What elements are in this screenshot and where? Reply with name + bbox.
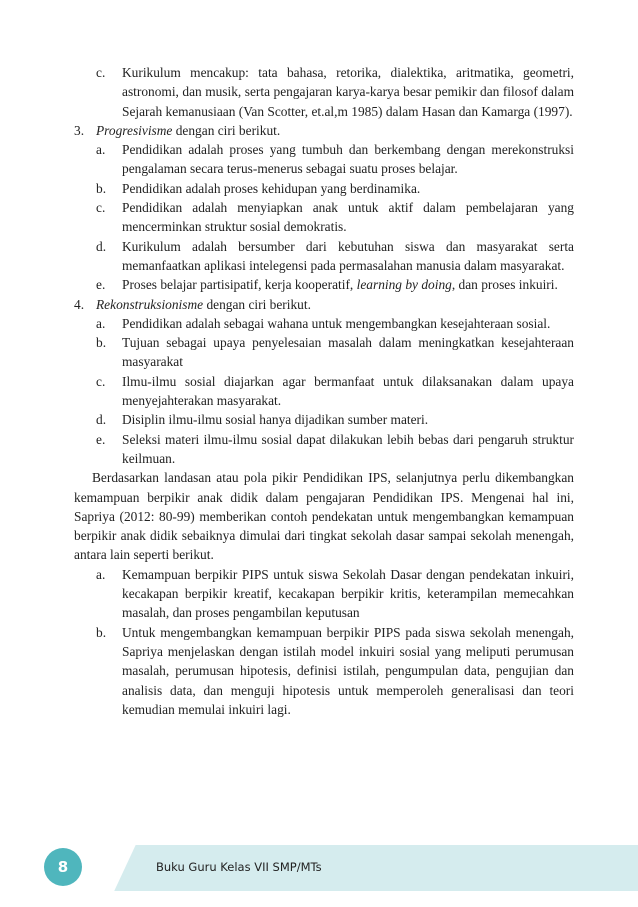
list-item [74, 275, 574, 294]
list-item [74, 179, 574, 198]
item-marker: a. [96, 566, 106, 582]
item-marker: a. [96, 315, 106, 331]
item-marker: c. [96, 200, 106, 216]
item-marker: c. [96, 373, 106, 389]
item-marker: b. [96, 624, 107, 640]
item-text: Tujuan sebagai upaya penyelesaian masalah dalam meningkatkan kesejahteraan masyarakat [122, 335, 574, 370]
section-marker: 3. [74, 122, 85, 138]
item-marker: a. [96, 142, 106, 158]
section-4-heading [74, 295, 574, 314]
item-text: Pendidikan adalah proses kehidupan yang berdinamika. [122, 180, 421, 196]
item-text: Ilmu-ilmu sosial diajarkan agar bermanfaat untuk dilaksanakan dalam upaya menyejahterakan masyarakat. [122, 373, 574, 409]
body-paragraph: Berdasarkan landasan atau pola pikir Pendidikan IPS, selanjutnya perlu dikembangkan kemampuan berpikir anak didik dalam pengajaran Pendidikan IPS. Mengenai hal ini, Sapriya (2012: 80-99) memberikan contoh pendekatan untuk mengembangkan kemampuan berpikir anak didik sebaiknya dimulai dari tingkat sekolah dasar sampai sekolah menengah, antara lain seperti berikut. [74, 470, 574, 563]
list-item [74, 430, 574, 469]
section-3-heading [74, 121, 574, 140]
item-text: Untuk mengembangkan kemampuan berpikir PIPS pada siswa sekolah menengah, Sapriya menjelaskan dengan istilah model inkuiri sosial yang meliputi perumusan masalah, perumusan hipotesis, definisi istilah, pengumpulan data, pengujian dan analisis data, dan menguji hipotesis untuk memperoleh generalisasi dan teori kemudian memulai inkuiri lagi. [122, 624, 574, 717]
item-text: Proses belajar partisipatif, kerja kooperatif, learning by doing, dan proses inkuiri. [122, 277, 558, 293]
item-marker: b. [96, 335, 107, 351]
item-marker: e. [96, 431, 106, 447]
item-marker: b. [96, 180, 107, 196]
item-marker: d. [96, 412, 107, 428]
item-text: Kurikulum mencakup: tata bahasa, retorika, dialektika, aritmatika, geometri, astronomi, dan musik, serta pengajaran karya-karya besar pemikir dan filosof dalam Sejarah kemanusiaan (Van Scotter, et.al,m 1985) dalam Hasan dan Kamarga (1997). [122, 65, 574, 119]
list-item [74, 623, 574, 719]
list-item [74, 314, 574, 333]
item-text: Disiplin ilmu-ilmu sosial hanya dijadikan sumber materi. [122, 412, 429, 428]
item-marker: c. [96, 65, 106, 80]
item-marker: e. [96, 277, 106, 293]
list-item [74, 565, 574, 623]
italic-term: learning by doing [356, 277, 452, 293]
list-item [74, 63, 574, 121]
section-rest: dengan ciri berikut. [203, 296, 311, 312]
list-item [74, 372, 574, 411]
section-term: Rekonstruksionisme [96, 296, 204, 312]
list-item [74, 198, 574, 237]
item-text: Pendidikan adalah sebagai wahana untuk mengembangkan kesejahteraan sosial. [122, 315, 551, 331]
section-marker: 4. [74, 296, 85, 312]
section-term: Progresivisme [96, 122, 173, 138]
section-rest: dengan ciri berikut. [172, 122, 281, 138]
page-content [74, 63, 574, 719]
item-text: Pendidikan adalah menyiapkan anak untuk aktif dalam pembelajaran yang mencerminkan struktur sosial demokratis. [122, 200, 574, 235]
page-number: 8 [44, 848, 82, 886]
item-marker: d. [96, 238, 107, 254]
item-text: Seleksi materi ilmu-ilmu sosial dapat dilakukan lebih bebas dari pengaruh struktur keilmuan. [122, 431, 574, 466]
list-item [74, 237, 574, 276]
item-text: Pendidikan adalah proses yang tumbuh dan berkembang dengan merekonstruksi pengalaman secara terus-menerus sebagai suatu proses belajar. [122, 142, 574, 177]
item-text: Kurikulum adalah bersumber dari kebutuhan siswa dan masyarakat serta memanfaatkan aplikasi intelegensi pada permasalahan manusia dalam masyarakat. [122, 238, 574, 273]
list-item [74, 333, 574, 372]
list-item [74, 140, 574, 179]
list-item [74, 410, 574, 429]
book-title: Buku Guru Kelas VII SMP/MTs [156, 860, 322, 874]
item-text: Kemampuan berpikir PIPS untuk siswa Sekolah Dasar dengan pendekatan inkuiri, kecakapan berpikir kreatif, kecakapan berpikir kritis, keterampilan memecahkan masalah, dan proses pengambilan keputusan [122, 566, 574, 621]
